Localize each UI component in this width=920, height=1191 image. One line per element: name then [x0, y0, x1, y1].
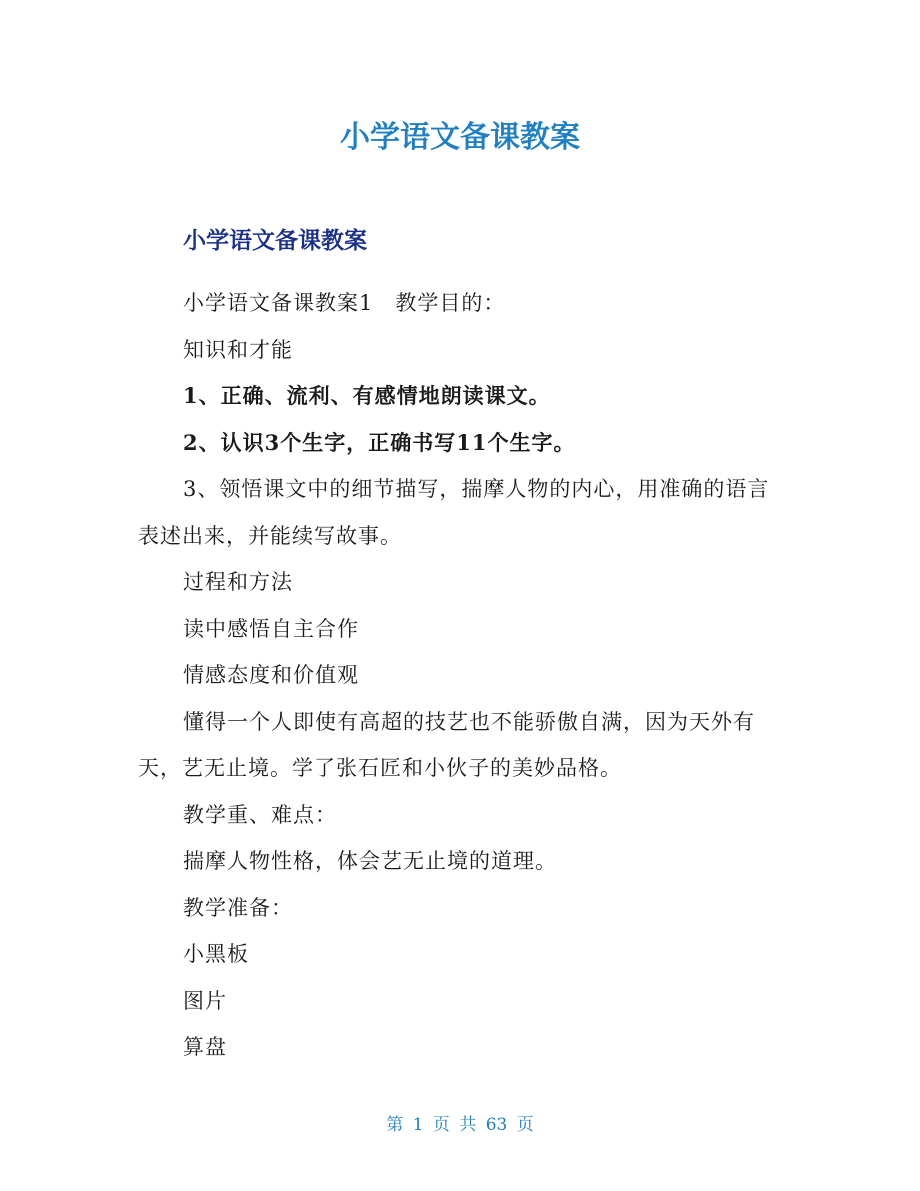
paragraph-prep-abacus: 算盘 [183, 1035, 227, 1059]
paragraph-prep-blackboard: 小黑板 [183, 942, 249, 966]
paragraph-objective-3: 3、领悟课文中的细节描写，揣摩人物的内心，用准确的语言表述出来，并能续写故事。 [138, 477, 770, 548]
paragraph-reading-cooperation: 读中感悟自主合作 [183, 616, 359, 641]
paragraph-teaching-preparation: 教学准备： [183, 895, 293, 920]
section-heading: 小学语文备课教案 [183, 228, 367, 254]
paragraph-process-methods: 过程和方法 [183, 570, 293, 594]
paragraph-values-detail: 懂得一个人即使有高超的技艺也不能骄傲自满，因为天外有天，艺无止境。学了张石匠和小伙子的美妙品格。 [138, 709, 755, 780]
paragraph-objective-2: 2、认识3个生字，正确书写11个生字。 [183, 429, 576, 455]
paragraph-emotion-values: 情感态度和价值观 [183, 663, 359, 687]
page-title: 小学语文备课教案 [340, 120, 580, 155]
paragraph-knowledge-skills: 知识和才能 [183, 337, 293, 362]
paragraph-key-difficulties: 教学重、难点： [183, 802, 337, 827]
paragraph-difficulties-detail: 揣摩人物性格，体会艺无止境的道理。 [183, 849, 557, 873]
paragraph-prep-pictures: 图片 [183, 988, 227, 1013]
paragraph-lesson-objectives: 小学语文备课教案1 教学目的： [183, 291, 506, 315]
page-indicator: 第 1 页 共 63 页 [386, 1115, 534, 1135]
document-body [138, 280, 788, 1071]
paragraph-objective-1: 1、正确、流利、有感情地朗读课文。 [183, 383, 551, 408]
